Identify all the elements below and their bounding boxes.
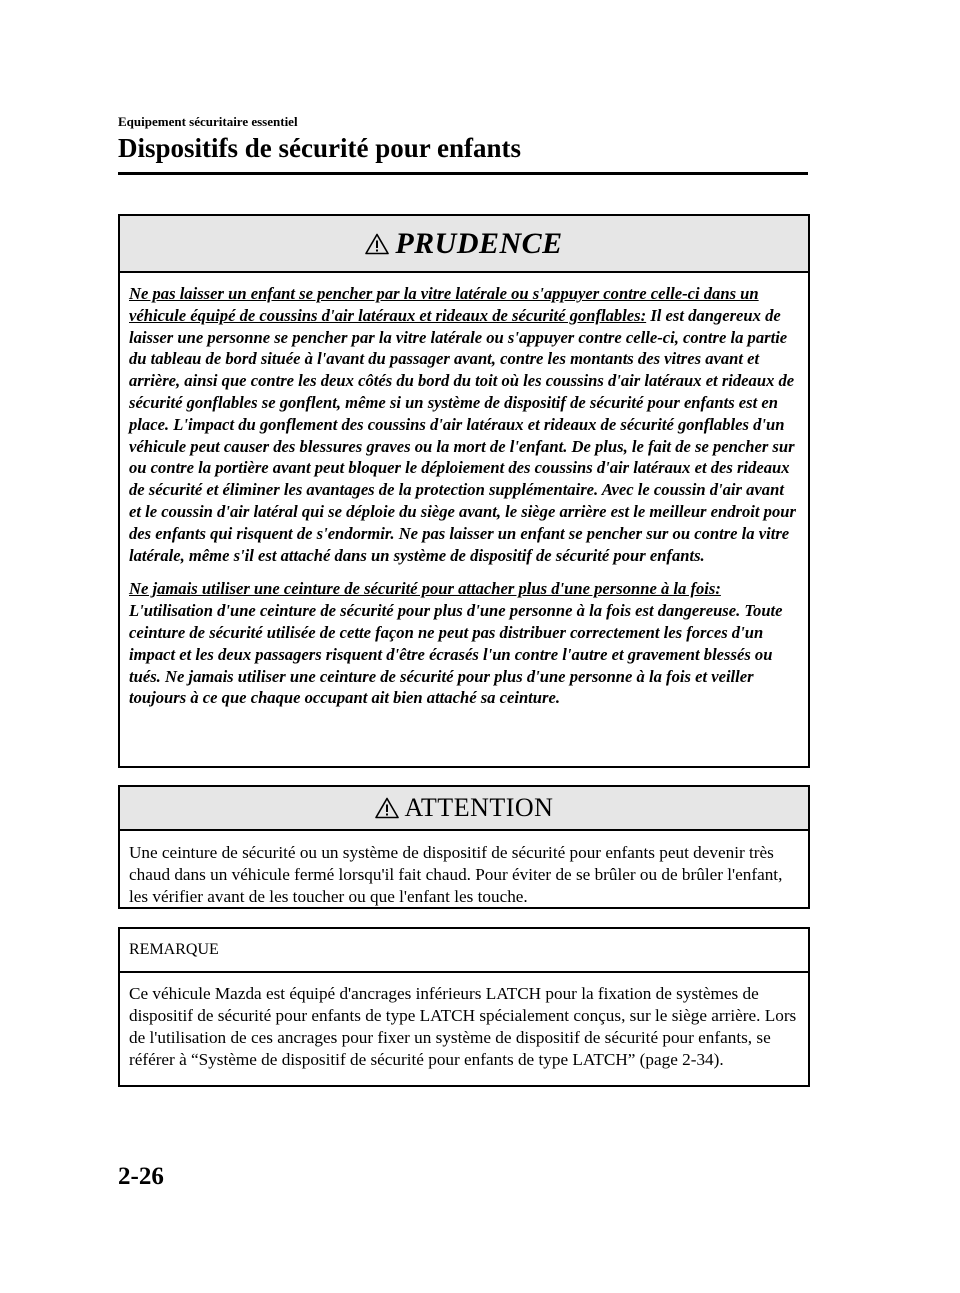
title-rule: [118, 172, 808, 175]
section-label: Equipement sécuritaire essentiel: [118, 114, 298, 129]
caution-paragraph-2: [129, 578, 800, 709]
caution-paragraph-1: [129, 283, 800, 566]
attention-header: [120, 787, 808, 831]
caution-box: [118, 214, 810, 768]
caution-header: [120, 216, 808, 273]
page-title: Dispositifs de sécurité pour enfants: [118, 133, 522, 163]
caution-text-1: Il est dangereux de laisser une personne se pencher par la vitre latérale ou s'appuyer contre celle-ci, contre la partie du tableau de bord située à l'avant du passager avant, contre les montants des vitres avant et arrière, ainsi que contre les deux côtés du bord du toit où les coussins d'air latéraux et rideaux de sécurité gonflables se gonflent, même si un système de dispositif de sécurité pour enfants est en place. L'impact du gonflement des coussins d'air latéraux et rideaux de sécurité gonflables d'un véhicule peut causer des blessures graves ou la mort de l'enfant. De plus, le fait de se pencher sur ou contre la portière avant peut bloquer le déploiement des coussins d'air latéraux et des rideaux de sécurité et éliminer les avantages de la protection supplémentaire. Avec le coussin d'air avant et le coussin d'air latéral qui se déploie du siège avant, le siège arrière est le meilleur endroit pour des enfants qui risquent de s'endormir. Ne pas laisser un enfant se pencher sur ou contre la vitre latérale, même s'il est attaché dans un système de dispositif de sécurité pour enfants.: [129, 305, 796, 565]
caution-text-2: L'utilisation d'une ceinture de sécurité pour plus d'une personne à la fois est dangereuse. Toute ceinture de sécurité utilisée de cette façon ne peut pas distribuer correctement les forces d'un impact et les deux passagers risquent d'être écrasés l'un contre l'autre et gravement blessés ou tués. Ne jamais utiliser une ceinture de sécurité pour plus d'une personne à la fois et veiller toujours à ce que chaque occupant ait bien attaché sa ceinture.: [129, 601, 783, 708]
attention-box: [118, 785, 810, 909]
attention-title: ATTENTION: [404, 793, 554, 822]
caution-heading-1: Ne pas laisser un enfant se pencher par la vitre latérale ou s'appuyer contre celle-ci dans un véhicule équipé de coussins d'air latéraux et rideaux de sécurité gonflables:: [129, 284, 759, 325]
warning-triangle-icon: [375, 797, 399, 819]
page-number: 2-26: [118, 1163, 164, 1190]
caution-body: [120, 273, 808, 709]
warning-triangle-icon: [365, 233, 389, 255]
note-box: [118, 927, 810, 1087]
attention-text: Une ceinture de sécurité ou un système de dispositif de sécurité pour enfants peut devenir très chaud dans un véhicule fermé lorsqu'il fait chaud. Pour éviter de se brûler ou de brûler l'enfant, les vérifier avant de les toucher ou que l'enfant les touche.: [129, 843, 783, 906]
caution-heading-2: Ne jamais utiliser une ceinture de sécurité pour attacher plus d'une personne à la fois:: [129, 579, 721, 599]
note-text: Ce véhicule Mazda est équipé d'ancrages inférieurs LATCH pour la fixation de systèmes de dispositif de sécurité pour enfants de type LATCH spécialement conçus, sur le siège arrière. Lors de l'utilisation de ces ancrages pour fixer un système de dispositif de sécurité pour enfants, se référer à “Système de dispositif de sécurité pour enfants de type LATCH” (page 2-34).: [129, 984, 797, 1069]
caution-title: PRUDENCE: [395, 226, 563, 260]
note-title: REMARQUE: [120, 929, 808, 973]
